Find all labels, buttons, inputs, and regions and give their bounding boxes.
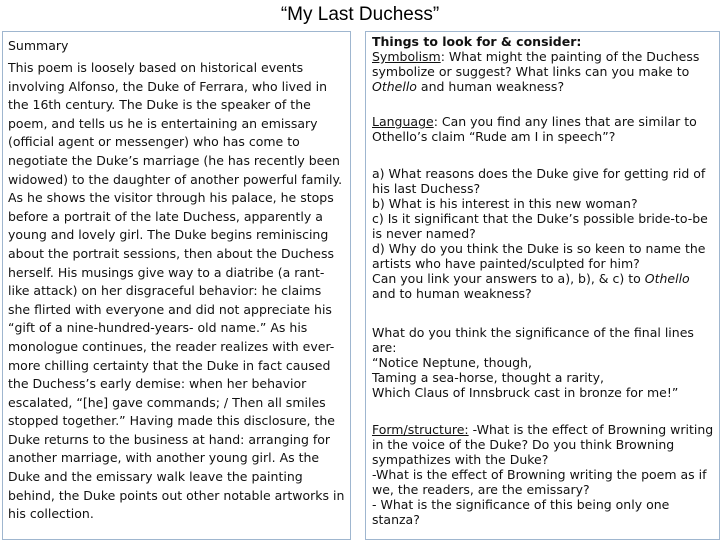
question-b: b) What is his interest in this new woman? [372, 196, 638, 211]
question-c: c) Is it significant that the Duke’s possible bride-to-be is never named? [372, 211, 708, 241]
question-link: Can you link your answers to a), b), & c) to Othello and to human weakness? [372, 271, 690, 301]
consider-heading: Things to look for & consider: [372, 34, 582, 49]
final-lines-intro: What do you think the significance of the final lines are: [372, 325, 694, 355]
symbolism-section [372, 34, 715, 94]
language-section [372, 114, 715, 144]
consider-box [365, 31, 720, 540]
summary-body: This poem is loosely based on historical events involving Alfonso, the Duke of Ferrara, who lived in the 16th century. The Duke is the speaker of the poem, and tells us he is entertaining an emissary (official agent or messenger) who has come to negotiate the Duke’s marriage (he has recently been widowed) to the daughter of another powerful family. As he shows the visitor through his palace, he stops before a portrait of the late Duchess, apparently a young and lovely girl. The Duke begins reminiscing about the portrait sessions, then about the Duchess herself. His musings give way to a diatribe (a rant-like attack) on her disgraceful behavior: he claims she flirted with everyone and did not appreciate his “gift of a nine-hundred-years- old name.” As his monologue continues, the reader realizes with ever-more chilling certainty that the Duke in fact caused the Duchess’s early demise: when her behavior escalated, “[he] gave commands; / Then all smiles stopped together.” Having made this disclosure, the Duke returns to the business at hand: arranging for another marriage, with another young girl. As the Duke and the emissary walk leave the painting behind, the Duke points out other notable artworks in his collection. [8, 60, 345, 522]
final-line-1: “Notice Neptune, though, [372, 355, 532, 370]
question-a: a) What reasons does the Duke give for getting rid of his last Duchess? [372, 166, 706, 196]
form-section [372, 422, 715, 527]
summary-box [2, 31, 351, 540]
question-d: d) Why do you think the Duke is so keen to name the artists who have painted/sculpted for him? [372, 241, 706, 271]
language-label: Language [372, 114, 434, 129]
form-question-2: -What is the effect of Browning writing the poem as if we, the readers, are the emissary? [372, 467, 707, 497]
page-title: “My Last Duchess” [280, 4, 440, 25]
summary-heading: Summary [8, 38, 69, 53]
symbolism-question: Symbolism: What might the painting of the Duchess symbolize or suggest? What links can you make to Othello and human weakness? [372, 49, 700, 94]
form-label: Form/structure: [372, 422, 469, 437]
symbolism-label: Symbolism [372, 49, 441, 64]
form-question-3: - What is the significance of this being only one stanza? [372, 497, 670, 527]
final-lines-section [372, 325, 715, 400]
questions-section [372, 166, 715, 301]
final-line-2: Taming a sea-horse, thought a rarity, [372, 370, 605, 385]
form-question: Form/structure: -What is the effect of Browning writing in the voice of the Duke? Do you think Browning sympathizes with the Duke? [372, 422, 714, 467]
language-question: Language: Can you find any lines that are similar to Othello’s claim “Rude am I in speech”? [372, 114, 697, 144]
final-line-3: Which Claus of Innsbruck cast in bronze for me!” [372, 385, 679, 400]
